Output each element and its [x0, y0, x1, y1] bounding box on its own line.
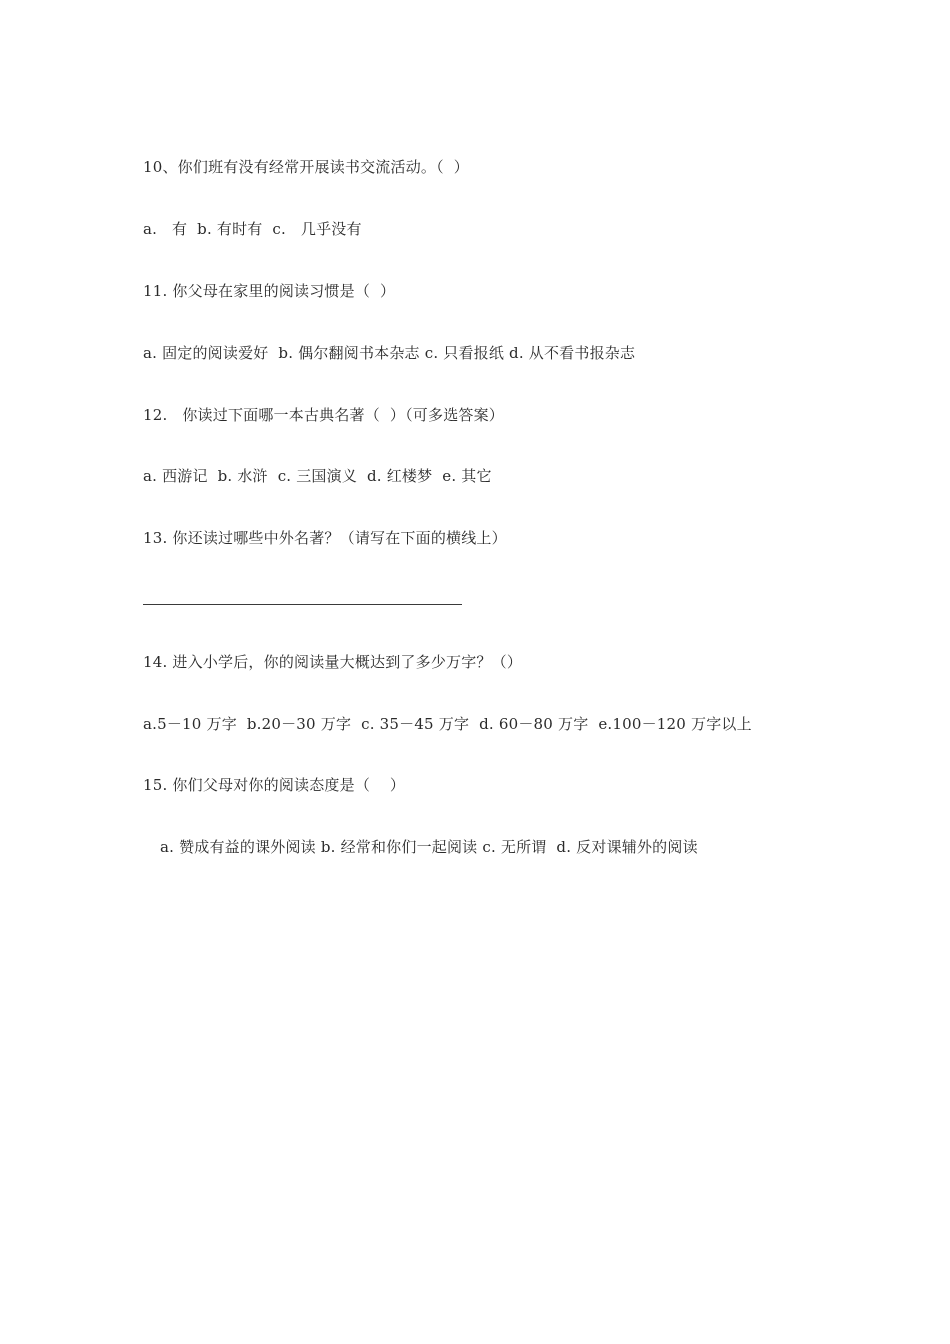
- question-12-options: a. 西游记 b. 水浒 c. 三国演义 d. 红楼梦 e. 其它: [143, 467, 492, 485]
- question-10: 10、你们班有没有经常开展读书交流活动。（ ）: [143, 158, 469, 176]
- question-14-options: a.5－10 万字 b.20－30 万字 c. 35－45 万字 d. 60－80 万字 e.100－120 万字以上: [143, 715, 752, 733]
- question-11: 11. 你父母在家里的阅读习惯是（ ）: [143, 282, 396, 300]
- question-15: 15. 你们父母对你的阅读态度是（ ）: [143, 776, 406, 794]
- question-13: 13. 你还读过哪些中外名著？（请写在下面的横线上）: [143, 529, 507, 547]
- question-15-options: a. 赞成有益的课外阅读 b. 经常和你们一起阅读 c. 无所谓 d. 反对课辅外的阅读: [160, 838, 698, 856]
- answer-blank-line[interactable]: [143, 604, 462, 605]
- question-10-options: a. 有 b. 有时有 c. 几乎没有: [143, 220, 362, 238]
- question-11-options: a. 固定的阅读爱好 b. 偶尔翻阅书本杂志 c. 只看报纸 d. 从不看书报杂志: [143, 344, 636, 362]
- question-14: 14. 进入小学后，你的阅读量大概达到了多少万字？（）: [143, 653, 523, 671]
- question-12: 12. 你读过下面哪一本古典名著（ ）（可多选答案）: [143, 406, 504, 424]
